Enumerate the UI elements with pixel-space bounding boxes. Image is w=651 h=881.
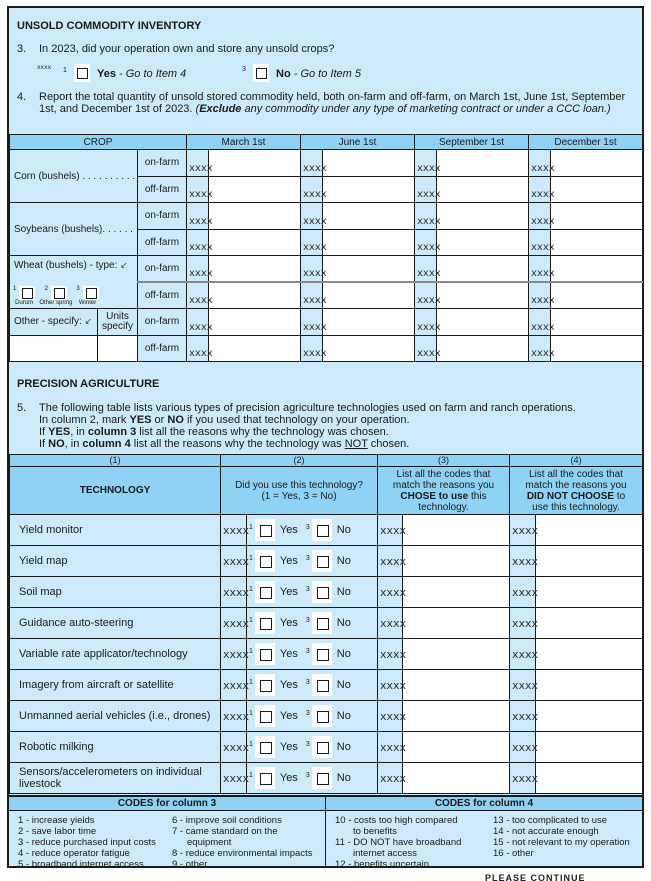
no-checkbox[interactable] <box>312 581 332 603</box>
crop-label-soybeans: Soybeans (bushels). . . . . . <box>10 203 138 256</box>
item-code: xxxx <box>510 639 536 670</box>
col-number-1: (1) <box>10 455 221 467</box>
no-label: No <box>336 679 351 691</box>
codes-column-4-list-right: 13 - too complicated to use 14 - not accurate enough 15 - not relevant to my operation 16 - other <box>493 815 630 859</box>
codes-column-4-title: CODES for column 4 <box>326 797 642 811</box>
wheat-off-farm-june-input[interactable] <box>323 282 415 309</box>
no-code: 3 <box>305 740 310 748</box>
no-checkbox[interactable] <box>312 550 332 572</box>
col-number-4: (4) <box>510 455 643 467</box>
item-code: xxxx <box>187 150 209 177</box>
technology-name: Yield monitor <box>10 515 221 546</box>
footer-continue-text: PLEASE CONTINUE <box>485 873 586 881</box>
yes-code: 1 <box>249 740 253 748</box>
yes-checkbox[interactable] <box>255 674 275 696</box>
no-code: 3 <box>305 678 310 686</box>
no-checkbox[interactable] <box>312 612 332 634</box>
no-code: 3 <box>305 616 310 624</box>
other-off-farm-december-input[interactable] <box>551 335 643 362</box>
column-number-row <box>10 455 643 467</box>
on-farm-label: on-farm <box>138 203 187 230</box>
no-checkbox[interactable] <box>312 767 332 789</box>
item-code: xxxx <box>529 335 551 362</box>
other-off-farm-june-input[interactable] <box>323 335 415 362</box>
question-number: 4. <box>17 91 27 103</box>
table-row <box>10 732 643 763</box>
item-code: xxxx <box>415 150 437 177</box>
header-crop: CROP <box>10 135 187 150</box>
yes-no-choice <box>247 639 378 670</box>
chose-codes-input[interactable] <box>403 515 510 546</box>
yes-checkbox[interactable] <box>255 736 275 758</box>
table-row <box>10 150 643 177</box>
chose-codes-input[interactable] <box>403 732 510 763</box>
yes-code: 1 <box>249 554 253 562</box>
item-code: xxxx <box>510 670 536 701</box>
header-december: December 1st <box>529 135 643 150</box>
crop-label-wheat: Wheat (bushels) - type: ↙ <box>10 256 138 283</box>
col-number-3: (3) <box>378 455 510 467</box>
yes-checkbox[interactable] <box>255 519 275 541</box>
technology-name: Guidance auto-steering <box>10 608 221 639</box>
soybeans-on-farm-march-input[interactable] <box>209 203 301 230</box>
corn-off-farm-march-input[interactable] <box>209 176 301 203</box>
no-checkbox[interactable] <box>312 643 332 665</box>
table-row <box>10 577 643 608</box>
yes-checkbox[interactable] <box>255 643 275 665</box>
item-code: xxxx <box>221 515 247 546</box>
other-crop-specify-input[interactable] <box>10 335 98 362</box>
chose-codes-input[interactable] <box>403 546 510 577</box>
column-header-row <box>10 467 643 515</box>
other-on-farm-december-input[interactable] <box>551 309 643 336</box>
item-code: xxxx <box>301 335 323 362</box>
chose-codes-input[interactable] <box>403 639 510 670</box>
item-code: xxxx <box>529 229 551 256</box>
yes-code: 1 <box>249 523 253 531</box>
item-code: xxxx <box>221 546 247 577</box>
item-code: xxxx <box>187 203 209 230</box>
yes-label: Yes <box>279 741 298 753</box>
table-row <box>10 639 643 670</box>
crop-label-corn: Corn (bushels) . . . . . . . . . . <box>10 150 138 203</box>
wheat-type-other-spring: 2 Other spring <box>39 286 73 306</box>
yes-checkbox[interactable] <box>74 64 90 82</box>
yes-label: Yes <box>279 772 298 784</box>
specify-arrow-icon: ↙ <box>120 260 128 270</box>
wheat-other-spring-checkbox[interactable] <box>51 286 67 300</box>
item-code: xxxx <box>529 176 551 203</box>
yes-checkbox[interactable] <box>255 550 275 572</box>
yes-no-choice <box>247 763 378 794</box>
not-chose-codes-input[interactable] <box>536 546 643 577</box>
soybeans-on-farm-december-input[interactable] <box>551 203 643 230</box>
chose-codes-input[interactable] <box>403 701 510 732</box>
yes-no-choice <box>247 515 378 546</box>
no-label: No <box>336 772 351 784</box>
technology-name: Robotic milking <box>10 732 221 763</box>
item-code: xxxx <box>415 309 437 336</box>
technology-name: Soil map <box>10 577 221 608</box>
yes-label: Yes <box>279 679 298 691</box>
question-text: Report the total quantity of unsold stored commodity held, both on-farm and off-farm, on March 1st, June 1st, September 1st, and December 1st of 2023. (Exclude any commodity under any type of marketing contract or under a CCC loan.) <box>39 91 626 115</box>
wheat-off-farm-september-input[interactable] <box>437 282 529 309</box>
yes-code: 1 <box>63 67 67 74</box>
specify-arrow-icon: ↙ <box>84 316 93 327</box>
item-code: xxxx <box>378 670 403 701</box>
yes-label: Yes <box>279 648 298 660</box>
crop-label-other: Other - specify: ↙ <box>10 309 98 336</box>
table-row <box>10 309 643 336</box>
on-farm-label: on-farm <box>138 150 187 177</box>
item-code: xxxx <box>415 335 437 362</box>
chose-codes-input[interactable] <box>403 608 510 639</box>
not-chose-codes-input[interactable] <box>536 577 643 608</box>
off-farm-label: off-farm <box>138 176 187 203</box>
soybeans-off-farm-june-input[interactable] <box>323 229 415 256</box>
not-chose-codes-input[interactable] <box>536 515 643 546</box>
wheat-off-farm-march-input[interactable] <box>209 282 301 309</box>
item-code: xxxx <box>301 282 323 309</box>
table-row <box>10 763 643 794</box>
other-units-specify-input[interactable] <box>98 335 138 362</box>
item-code: xxxx <box>529 309 551 336</box>
no-code: 3 <box>305 554 310 562</box>
not-chose-codes-input[interactable] <box>536 763 643 794</box>
item-code: xxxx <box>187 335 209 362</box>
item-code: xxxx <box>378 732 403 763</box>
wheat-winter-checkbox[interactable] <box>83 286 99 300</box>
header-not-chose-codes: List all the codes that match the reasons you DID NOT CHOOSE to use this technology. <box>510 467 643 515</box>
inventory-table <box>9 134 643 362</box>
chose-codes-input[interactable] <box>403 670 510 701</box>
item-code: xxxx <box>187 282 209 309</box>
header-march: March 1st <box>187 135 301 150</box>
corn-on-farm-september-input[interactable] <box>437 150 529 177</box>
yes-code: 1 <box>249 709 253 717</box>
not-chose-codes-input[interactable] <box>536 670 643 701</box>
question-number: 3. <box>17 43 27 55</box>
yes-no-choice <box>247 670 378 701</box>
item-code: xxxx <box>529 282 551 309</box>
table-row <box>10 335 643 362</box>
wheat-on-farm-september-input[interactable] <box>437 256 529 283</box>
not-chose-codes-input[interactable] <box>536 608 643 639</box>
wheat-on-farm-june-input[interactable] <box>323 256 415 283</box>
inventory-header-row <box>10 135 643 150</box>
item-code: xxxx <box>415 176 437 203</box>
not-chose-codes-input[interactable] <box>536 732 643 763</box>
yes-no-choice <box>247 701 378 732</box>
no-label: No <box>336 555 351 567</box>
no-label: No <box>336 710 351 722</box>
item-code: xxxx <box>415 282 437 309</box>
item-code: xxxx <box>415 229 437 256</box>
item-code: xxxx <box>37 64 52 71</box>
technology-name: Yield map <box>10 546 221 577</box>
wheat-type-options <box>10 282 138 309</box>
item-code: xxxx <box>301 203 323 230</box>
yes-no-choice <box>247 732 378 763</box>
other-on-farm-june-input[interactable] <box>323 309 415 336</box>
yes-code: 1 <box>249 647 253 655</box>
section-title-unsold-inventory: UNSOLD COMMODITY INVENTORY <box>17 20 202 32</box>
no-checkbox[interactable] <box>312 674 332 696</box>
item-code: xxxx <box>510 577 536 608</box>
item-code: xxxx <box>187 256 209 283</box>
chose-codes-input[interactable] <box>403 577 510 608</box>
yes-no-choice <box>247 577 378 608</box>
yes-label: Yes <box>279 586 298 598</box>
off-farm-label: off-farm <box>138 282 187 309</box>
no-code: 3 <box>305 523 310 531</box>
table-row <box>10 256 643 283</box>
item-code: xxxx <box>221 763 247 794</box>
no-label: No <box>336 524 351 536</box>
item-code: xxxx <box>301 176 323 203</box>
item-code: xxxx <box>510 608 536 639</box>
table-row <box>10 701 643 732</box>
soybeans-off-farm-march-input[interactable] <box>209 229 301 256</box>
question-3-options <box>37 64 437 82</box>
item-code: xxxx <box>510 546 536 577</box>
yes-checkbox[interactable] <box>255 612 275 634</box>
other-on-farm-september-input[interactable] <box>437 309 529 336</box>
codes-column-3-list-right: 6 - improve soil conditions 7 - came standard on the equipment 8 - reduce environmental impacts 9 - other <box>172 815 313 870</box>
chose-codes-input[interactable] <box>403 763 510 794</box>
corn-off-farm-december-input[interactable] <box>551 176 643 203</box>
not-chose-codes-input[interactable] <box>536 701 643 732</box>
col-number-2: (2) <box>221 455 378 467</box>
wheat-durum-checkbox[interactable] <box>19 286 35 300</box>
table-row <box>10 203 643 230</box>
header-technology: TECHNOLOGY <box>10 467 221 515</box>
off-farm-label: off-farm <box>138 229 187 256</box>
corn-on-farm-march-input[interactable] <box>209 150 301 177</box>
item-code: xxxx <box>378 639 403 670</box>
table-row <box>10 515 643 546</box>
codes-legend <box>9 795 642 870</box>
table-row <box>10 608 643 639</box>
no-code: 3 <box>305 647 310 655</box>
item-code: xxxx <box>301 229 323 256</box>
header-september: September 1st <box>415 135 529 150</box>
no-label: No <box>336 741 351 753</box>
other-on-farm-march-input[interactable] <box>209 309 301 336</box>
not-chose-codes-input[interactable] <box>536 639 643 670</box>
item-code: xxxx <box>187 309 209 336</box>
header-did-you-use: Did you use this technology? (1 = Yes, 3 = No) <box>221 467 378 515</box>
item-code: xxxx <box>221 701 247 732</box>
item-code: xxxx <box>221 577 247 608</box>
yes-no-choice <box>247 608 378 639</box>
item-code: xxxx <box>221 608 247 639</box>
no-checkbox[interactable] <box>312 519 332 541</box>
item-code: xxxx <box>221 732 247 763</box>
item-code: xxxx <box>529 203 551 230</box>
item-code: xxxx <box>378 515 403 546</box>
item-code: xxxx <box>187 229 209 256</box>
yes-label: Yes <box>279 555 298 567</box>
no-code: 3 <box>242 66 246 73</box>
yes-option-label: Yes - Go to Item 4 <box>97 68 187 80</box>
wheat-on-farm-march-input[interactable] <box>209 256 301 283</box>
yes-checkbox[interactable] <box>255 767 275 789</box>
unsold-commodity-section <box>9 8 642 130</box>
yes-code: 1 <box>249 771 253 779</box>
item-code: xxxx <box>510 701 536 732</box>
no-checkbox[interactable] <box>312 705 332 727</box>
section-title-precision-agriculture: PRECISION AGRICULTURE <box>17 378 160 390</box>
item-code: xxxx <box>221 639 247 670</box>
no-code: 3 <box>305 709 310 717</box>
yes-code: 1 <box>249 585 253 593</box>
table-row <box>10 670 643 701</box>
no-checkbox[interactable] <box>312 736 332 758</box>
yes-label: Yes <box>279 710 298 722</box>
soybeans-on-farm-september-input[interactable] <box>437 203 529 230</box>
item-code: xxxx <box>415 256 437 283</box>
codes-column-3-list-left: 1 - increase yields 2 - save labor time 3 - reduce purchased input costs 4 - reduce operator fatigue 5 - broadband internet access <box>18 815 156 870</box>
question-text: In 2023, did your operation own and store any unsold crops? <box>39 43 335 55</box>
yes-label: Yes <box>279 524 298 536</box>
other-off-farm-march-input[interactable] <box>209 335 301 362</box>
corn-on-farm-december-input[interactable] <box>551 150 643 177</box>
corn-off-farm-september-input[interactable] <box>437 176 529 203</box>
codes-column-3-title: CODES for column 3 <box>9 797 325 811</box>
question-text: The following table lists various types of precision agriculture technologies used on farm and ranch operations. In column 2, mark YES or NO if you used that technology on your operation. If YES, in column 3 list all the reasons why the technology was chosen. If NO, in column 4 list all the reasons why the technology was NOT chosen. <box>39 402 576 450</box>
soybeans-off-farm-december-input[interactable] <box>551 229 643 256</box>
no-label: No <box>336 586 351 598</box>
off-farm-label: off-farm <box>138 335 187 362</box>
item-code: xxxx <box>378 577 403 608</box>
yes-label: Yes <box>279 617 298 629</box>
table-row <box>10 282 643 309</box>
item-code: xxxx <box>301 256 323 283</box>
item-code: xxxx <box>301 309 323 336</box>
technology-name: Imagery from aircraft or satellite <box>10 670 221 701</box>
soybeans-off-farm-september-input[interactable] <box>437 229 529 256</box>
no-checkbox[interactable] <box>253 64 269 82</box>
no-option-label: No - Go to Item 5 <box>276 68 361 80</box>
item-code: xxxx <box>378 546 403 577</box>
item-code: xxxx <box>415 203 437 230</box>
corn-off-farm-june-input[interactable] <box>323 176 415 203</box>
item-code: xxxx <box>301 150 323 177</box>
on-farm-label: on-farm <box>138 309 187 336</box>
no-code: 3 <box>305 771 310 779</box>
no-label: No <box>336 617 351 629</box>
yes-checkbox[interactable] <box>255 705 275 727</box>
other-off-farm-september-input[interactable] <box>437 335 529 362</box>
technology-name: Unmanned aerial vehicles (i.e., drones) <box>10 701 221 732</box>
wheat-type-winter: 3 Winter <box>76 286 98 306</box>
header-june: June 1st <box>301 135 415 150</box>
item-code: xxxx <box>510 515 536 546</box>
technology-name: Sensors/accelerometers on individual livestock <box>10 763 221 794</box>
item-code: xxxx <box>529 256 551 283</box>
on-farm-label: on-farm <box>138 256 187 283</box>
yes-code: 1 <box>249 616 253 624</box>
codes-column-4-list-left: 10 - costs too high compared to benefits 11 - DO NOT have broadband internet access 12 - benefits uncertain <box>335 815 462 870</box>
item-code: xxxx <box>510 763 536 794</box>
item-code: xxxx <box>378 701 403 732</box>
codes-column-4 <box>326 797 642 870</box>
wheat-on-farm-december-input[interactable] <box>551 256 643 283</box>
soybeans-on-farm-june-input[interactable] <box>323 203 415 230</box>
no-label: No <box>336 648 351 660</box>
item-code: xxxx <box>378 763 403 794</box>
corn-on-farm-june-input[interactable] <box>323 150 415 177</box>
wheat-off-farm-december-input[interactable] <box>551 282 643 309</box>
table-row <box>10 546 643 577</box>
yes-checkbox[interactable] <box>255 581 275 603</box>
yes-code: 1 <box>249 678 253 686</box>
technology-name: Variable rate applicator/technology <box>10 639 221 670</box>
item-code: xxxx <box>378 608 403 639</box>
item-code: xxxx <box>529 150 551 177</box>
item-code: xxxx <box>510 732 536 763</box>
codes-column-3 <box>9 797 326 870</box>
form-page <box>7 6 644 868</box>
no-code: 3 <box>305 585 310 593</box>
item-code: xxxx <box>187 176 209 203</box>
units-specify-label: Units specify <box>98 309 138 336</box>
yes-no-choice <box>247 546 378 577</box>
wheat-type-durum: 1 Durum <box>13 286 35 306</box>
item-code: xxxx <box>221 670 247 701</box>
header-chose-codes: List all the codes that match the reasons you CHOSE to use this technology. <box>378 467 510 515</box>
question-number: 5. <box>17 402 27 414</box>
technology-table <box>9 454 643 794</box>
